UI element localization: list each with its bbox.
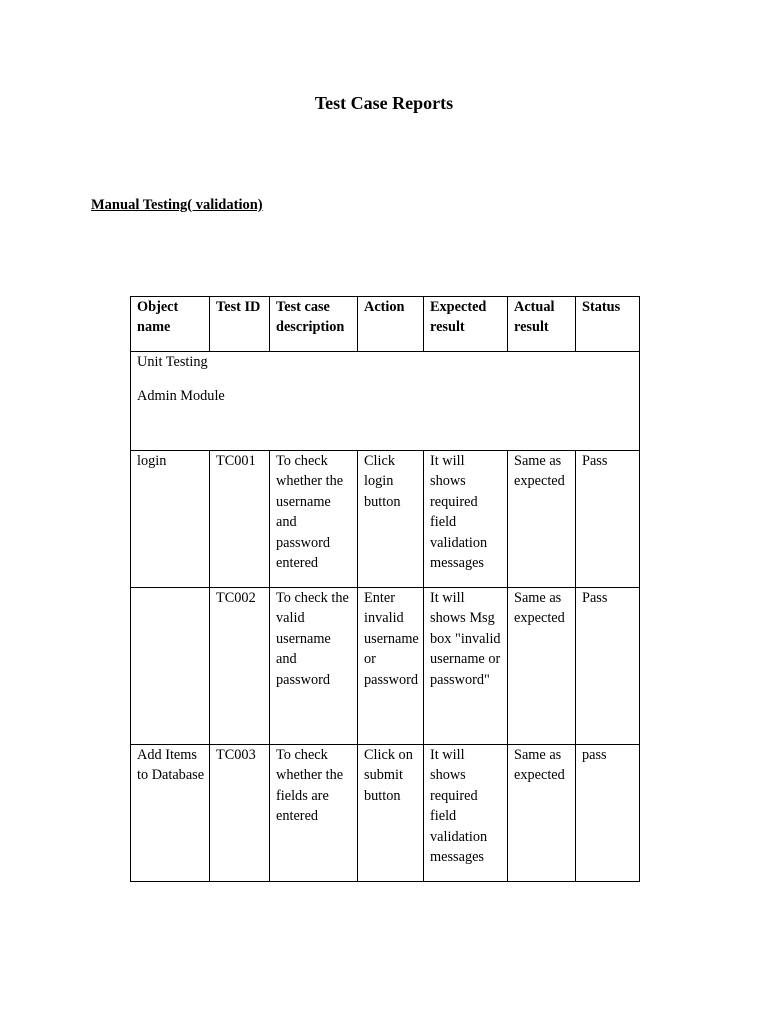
- cell-object-name: login: [131, 451, 210, 588]
- header-test-id: Test ID: [210, 297, 270, 352]
- header-status: Status: [576, 297, 640, 352]
- table-row: [131, 588, 640, 745]
- group-cell: [131, 352, 640, 451]
- section-heading: Manual Testing( validation): [91, 197, 263, 213]
- page-title: Test Case Reports: [314, 93, 454, 113]
- cell-status: Pass: [576, 588, 640, 745]
- cell-actual: Same as expected: [508, 451, 576, 588]
- table-row: [131, 745, 640, 882]
- cell-actual: Same as expected: [508, 745, 576, 882]
- cell-action: Click login button: [358, 451, 424, 588]
- table-row: [131, 451, 640, 588]
- cell-object-name: [131, 588, 210, 745]
- cell-actual: Same as expected: [508, 588, 576, 745]
- group-row: [131, 352, 640, 451]
- test-case-table: [130, 296, 640, 882]
- table-header-row: [131, 297, 640, 352]
- header-test-case-description: Test case description: [270, 297, 358, 352]
- cell-object-name: Add Items to Database: [131, 745, 210, 882]
- cell-expected: It will shows required field validation messages: [424, 745, 508, 882]
- group-module: Admin Module: [137, 388, 225, 404]
- cell-description: To check the valid username and password: [270, 588, 358, 745]
- header-object-name: Object name: [131, 297, 210, 352]
- cell-expected: It will shows Msg box "invalid username or password": [424, 588, 508, 745]
- cell-status: Pass: [576, 451, 640, 588]
- cell-description: To check whether the username and password entered: [270, 451, 358, 588]
- header-expected-result: Expected result: [424, 297, 508, 352]
- cell-expected: It will shows required field validation messages: [424, 451, 508, 588]
- header-actual-result: Actual result: [508, 297, 576, 352]
- cell-test-id: TC001: [210, 451, 270, 588]
- cell-action: Enter invalid username or password: [358, 588, 424, 745]
- group-label: Unit Testing: [137, 354, 208, 370]
- cell-action: Click on submit button: [358, 745, 424, 882]
- cell-test-id: TC003: [210, 745, 270, 882]
- header-action: Action: [358, 297, 424, 352]
- cell-description: To check whether the fields are entered: [270, 745, 358, 882]
- cell-test-id: TC002: [210, 588, 270, 745]
- cell-status: pass: [576, 745, 640, 882]
